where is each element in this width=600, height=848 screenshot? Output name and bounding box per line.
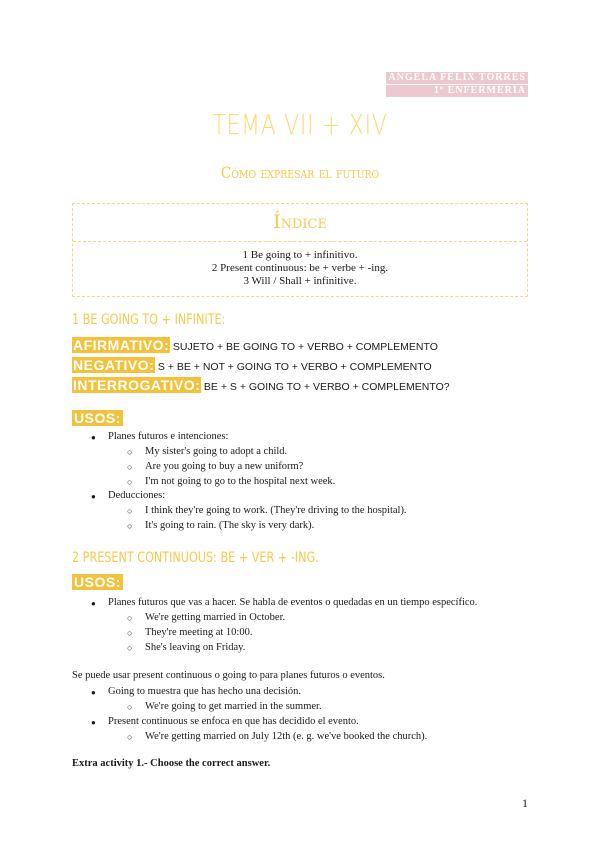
index-item: 2 Present continuous: be + verbe + -ing. <box>211 262 389 274</box>
circle-bullet-icon: ○ <box>127 506 133 516</box>
example-line: We're going to get married in the summer. <box>145 701 322 712</box>
page-title: TEMA VII + XIV <box>212 108 388 141</box>
usos-label: USOS: <box>74 574 121 590</box>
circle-bullet-icon: ○ <box>127 643 133 653</box>
bullet-icon: ● <box>91 492 96 501</box>
circle-bullet-icon: ○ <box>127 462 133 472</box>
rule-interrogativo <box>72 377 450 393</box>
example-line: We're getting married on July 12th (e. g. we've booked the church). <box>145 731 428 742</box>
example-line: She's leaving on Friday. <box>145 642 246 653</box>
circle-bullet-icon: ○ <box>127 732 133 742</box>
example-line: It's going to rain. (The sky is very dark). <box>145 520 315 531</box>
index-item: 1 Be going to + infinitivo. <box>242 249 358 261</box>
example-line: I think they're going to work. (They're driving to the hospital). <box>145 505 407 516</box>
index-heading: Índice <box>73 204 527 242</box>
extra-activity-heading: Extra activity 1.- Choose the correct answer. <box>72 758 271 769</box>
example-line: My sister's going to adopt a child. <box>145 446 288 457</box>
example-line: I'm not going to go to the hospital next week. <box>145 476 336 487</box>
rule-text: SUJETO + BE GOING TO + VERBO + COMPLEMENTO <box>172 341 438 353</box>
bullet-icon: ● <box>91 599 96 608</box>
usos-label: USOS: <box>74 410 121 426</box>
note-point: Going to muestra que has hecho una decisión. <box>108 686 302 697</box>
use-label: Planes futuros e intenciones: <box>108 431 229 442</box>
note-point: Present continuous se enfoca en que has decidido el evento. <box>108 716 359 727</box>
author-label <box>386 72 528 98</box>
author-name: ÁNGELA FÉLIX TORRES <box>388 72 526 83</box>
rule-tag: NEGATIVO: <box>73 357 155 373</box>
bullet-icon: ● <box>91 718 96 727</box>
circle-bullet-icon: ○ <box>127 447 133 457</box>
circle-bullet-icon: ○ <box>127 613 133 623</box>
use-label: Deducciones: <box>108 490 166 501</box>
index-box <box>72 203 528 297</box>
note-paragraph: Se puede usar present continuous o going to para planes futuros o eventos. <box>72 670 385 681</box>
use-label: Planes futuros que vas a hacer. Se habla de eventos o quedadas en un tiempo específico. <box>108 597 478 608</box>
example-line: We're getting married in October. <box>145 612 286 623</box>
section-2-heading: 2 PRESENT CONTINUOUS: BE + VER + -ING. <box>72 550 319 566</box>
author-course: 1º ENFERMERÍA <box>386 85 528 97</box>
circle-bullet-icon: ○ <box>127 521 133 531</box>
rule-text: BE + S + GOING TO + VERBO + COMPLEMENTO? <box>203 381 450 393</box>
rule-afirmativo <box>72 337 438 353</box>
circle-bullet-icon: ○ <box>127 702 133 712</box>
page-subtitle: Cómo expresar el futuro <box>220 163 380 182</box>
page-number: 1 <box>522 796 528 810</box>
rule-tag: AFIRMATIVO: <box>73 337 170 353</box>
index-list <box>73 242 527 288</box>
rule-text: S + BE + NOT + GOING TO + VERBO + COMPLEMENTO <box>157 361 432 373</box>
section-1-heading: 1 BE GOING TO + INFINITE: <box>72 312 226 328</box>
example-line: Are you going to buy a new uniform? <box>145 461 304 472</box>
circle-bullet-icon: ○ <box>127 477 133 487</box>
rule-tag: INTERROGATIVO: <box>73 377 201 393</box>
circle-bullet-icon: ○ <box>127 628 133 638</box>
example-line: They're meeting at 10:00. <box>145 627 253 638</box>
bullet-icon: ● <box>91 688 96 697</box>
bullet-icon: ● <box>91 433 96 442</box>
index-item: 3 Will / Shall + infinitive. <box>243 275 357 287</box>
rule-negativo <box>72 357 432 373</box>
